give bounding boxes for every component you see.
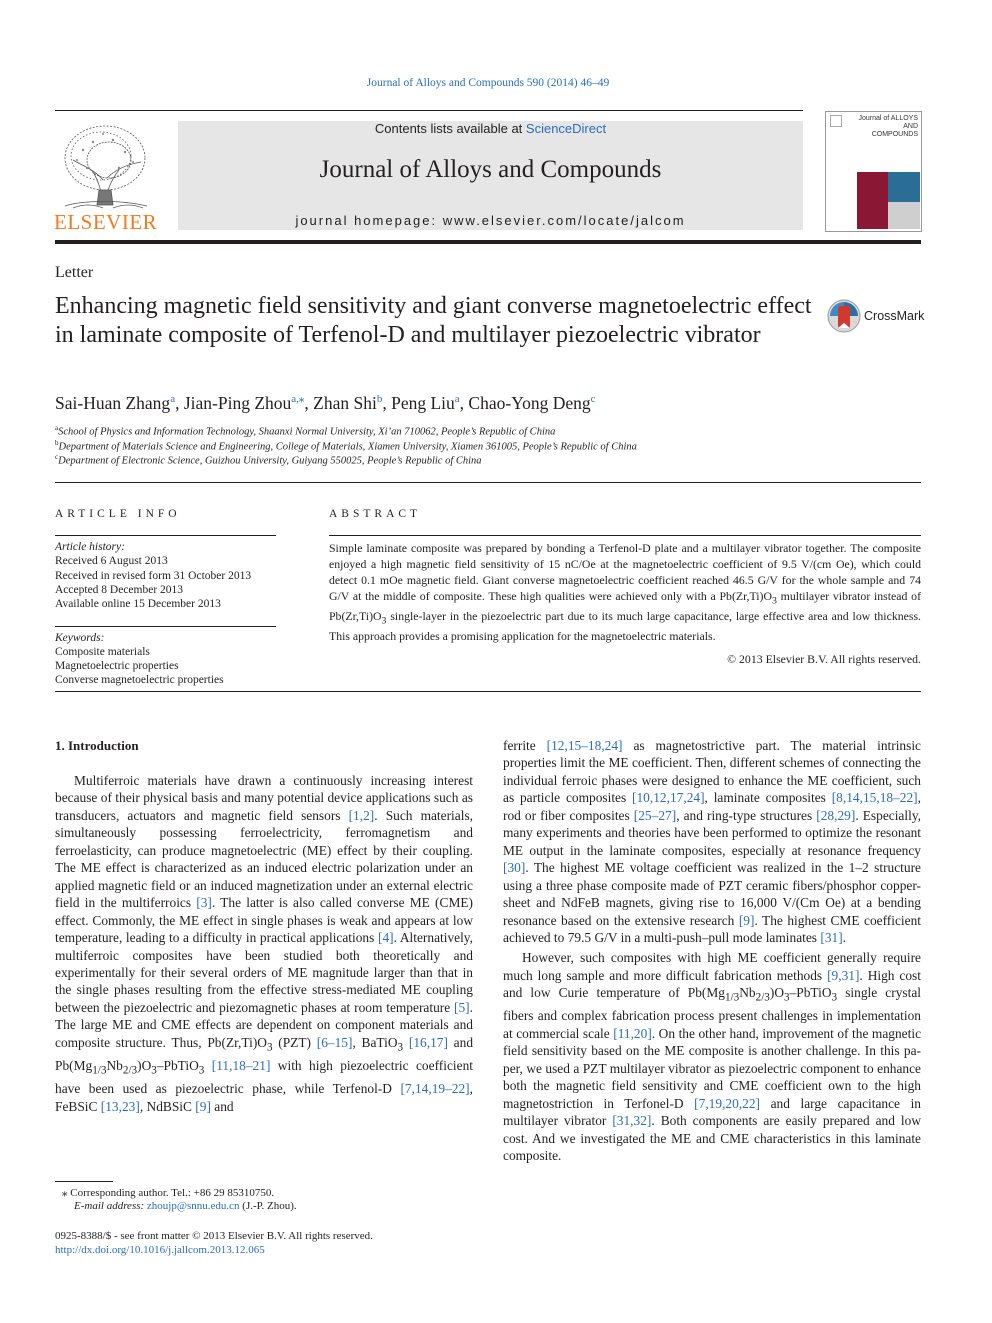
keywords-label: Keywords: — [55, 632, 105, 644]
text-run: –PbTiO — [156, 1057, 199, 1073]
keyword: Converse magnetoelectric properties — [55, 674, 224, 686]
affiliation-b — [55, 439, 637, 453]
text-run: . Alternatively, multiferroic composites have been studied both theoretically and experimentally for their several orders of ME magnitude larger than that in the single phases resulting from the effective stress-mediated ME coupling between the piezoelectric and piezomagnetic phases at room temperature — [55, 930, 473, 1015]
author-name[interactable]: Chao-Yong Deng — [468, 392, 591, 413]
article-title: Enhancing magnetic field sensitivity and giant converse magnetoelectric effect in laminate composite of Terfenol-D and multilayer piezoelectric vibrator — [55, 293, 812, 348]
text-run — [204, 1058, 211, 1073]
citation-link[interactable]: [16,17] — [408, 1034, 448, 1050]
affiliation-c — [55, 453, 482, 467]
author-name[interactable]: Zhan Shi — [313, 392, 377, 413]
section-heading-introduction: 1. Introduction — [55, 738, 139, 753]
cover-gray-block — [888, 202, 920, 229]
history-item: Received 6 August 2013 — [55, 555, 168, 567]
author-affiliation-mark[interactable]: c — [590, 393, 596, 405]
text-run: . The highest CME coefficient achieved to 79.5 G/V in a multi-push–pull mode laminates — [503, 912, 921, 945]
subscript: 1/3 — [724, 992, 740, 1005]
text-run: , rod or fiber composites — [503, 790, 921, 823]
affiliation-key: a — [55, 424, 59, 432]
contents-prefix: Contents lists available at — [374, 121, 526, 136]
text-run: , and ring-type structures — [676, 807, 817, 823]
journal-cover-thumbnail[interactable] — [825, 111, 922, 232]
author-affiliation-mark[interactable]: a,⁎ — [291, 393, 305, 405]
text-run: . Both components are easily prepared and low cost. And we investigated the ME and CME characteristics in this laminate composite. — [503, 1113, 921, 1164]
abstract-part: single-layer in the piezoelectric part due to its much large capacitance, large effective area and low thickness. This approach provides a promising application for the magnetoelectric materials. — [329, 608, 921, 644]
citation-link[interactable]: [31,32] — [612, 1113, 652, 1129]
email-label: E-mail address: — [74, 1200, 147, 1212]
article-info-heading: ARTICLE INFO — [55, 508, 181, 520]
text-run: ferrite — [503, 738, 547, 753]
footnote-rule — [55, 1181, 113, 1182]
author-affiliation-mark[interactable]: a — [170, 393, 176, 405]
elsevier-wordmark: ELSEVIER — [54, 210, 158, 234]
citation-link[interactable]: [9] — [195, 1098, 211, 1114]
subscript: 3 — [151, 1064, 157, 1077]
abstract-rule — [329, 535, 921, 536]
text-run: . The highest ME voltage coefficient was realized in the 1–2 structure using a three phase composite made of PZT ceramic fibers/phosphor copper-sheet and NdFeB magnets, giving rise to 16,000 V/(Cm Oe) at a bending resonance based on the extensive research — [503, 860, 921, 928]
footnote-mark: ⁎ — [62, 1187, 68, 1199]
subscript: 3 — [831, 992, 838, 1005]
author-affiliation-mark[interactable]: b — [376, 393, 383, 405]
citation-link[interactable]: [31] — [820, 929, 843, 945]
text-run: . The latter is also called converse ME (CME) effect. Commonly, the ME effect in single phases is weak and appears at low temperature, leading to a difficulty in practical applications — [55, 895, 473, 946]
history-item: Available online 15 December 2013 — [55, 598, 221, 610]
journal-homepage — [178, 213, 803, 228]
issn-line: 0925-8388/$ - see front matter © 2013 Elsevier B.V. All rights reserved. — [55, 1230, 373, 1242]
text-run: single crystal fibers and complex fabrication process present challenges in implementation at commercial scale — [503, 985, 921, 1041]
subscript: 2/3 — [122, 1064, 138, 1077]
citation-link[interactable]: [9] — [738, 912, 755, 928]
history-item: Received in revised form 31 October 2013 — [55, 570, 252, 582]
text-run: Nb — [739, 985, 756, 1001]
text-run: . The large ME and CME effects are dependent on component materials and composite structure. Thus, Pb(Zr,Ti)O — [55, 999, 473, 1050]
text-run: However, such composites with high ME coefficient generally require much long sample and more difficult fabrication methods — [503, 950, 921, 983]
history-label: Article history: — [55, 541, 125, 553]
text-run: . — [842, 929, 847, 945]
abstract-text: Simple laminate composite was prepared by bonding a Terfenol-D plate and a multilayer vibrator together. The composite enjoyed a high magnetic field sensitivity of 15 nC/Oe at the magnetoelectric coefficient of 9.5 V/(cm Oe), which could detect 0.1 mOe magnetic field. Giant converse magnetoelectric coefficient reached 46.5 G/V for the whole sample and 74 G/V at the middle of composite. These high qualities were achieved only with a $Pb(Zr,Ti)O_3$ multilayer vibrator instead of $Pb(Zr,Ti)O_3$ single-layer in the piezoelectric part due to its much large capacitance, large effective area and low thickness. This approach provides a promising application for the magnetoelectric materials. — [329, 541, 921, 644]
intro-paragraph-1 — [55, 772, 473, 1115]
text-run: , FeBSiC — [55, 1081, 473, 1114]
citation-link[interactable]: [7,19,20,22] — [694, 1095, 761, 1111]
text-run: )O — [769, 985, 785, 1001]
text-run: )O — [137, 1057, 152, 1073]
author-name[interactable]: Jian-Ping Zhou — [183, 392, 292, 413]
abstract-copyright: © 2013 Elsevier B.V. All rights reserved. — [727, 652, 921, 666]
article-info-rule — [55, 535, 276, 536]
author-list: Sai-Huan Zhang$^a$, Jian-Ping Zhou$^{a,⁎}$, Zhan Shi$^b$, Peng Liu$^a$, Chao-Yong Deng$^c$ — [55, 392, 596, 413]
email-suffix: (J.-P. Zhou). — [239, 1200, 297, 1212]
abstract-part: multilayer vibrator instead of Pb(Zr,Ti)O — [329, 588, 921, 623]
crossmark-label[interactable]: CrossMark — [864, 309, 925, 323]
body-column-left — [55, 772, 473, 1115]
doi-link[interactable]: http://dx.doi.org/10.1016/j.jallcom.2013.12.065 — [55, 1244, 265, 1256]
homepage-prefix: journal homepage: — [295, 213, 443, 228]
subscript: 1/3 — [92, 1064, 107, 1077]
cover-blue-block — [888, 172, 920, 202]
keyword: Magnetoelectric properties — [55, 660, 179, 672]
cover-title: Journal of ALLOYS AND COMPOUNDS — [858, 115, 918, 138]
subscript: 3 — [784, 992, 790, 1005]
citation-link[interactable]: [28,29] — [816, 807, 856, 823]
title-block-rule — [55, 482, 921, 483]
citation-link[interactable]: [4] — [377, 930, 394, 946]
email-link[interactable]: zhoujp@snnu.edu.cn — [146, 1200, 240, 1212]
text-run: . Especially, many experiments and theories have been performed to optimize the resonant ME output in the laminate composites, especially at resonance frequency — [503, 807, 921, 858]
text-run: –PbTiO — [789, 985, 832, 1001]
corresponding-author-footnote — [62, 1186, 274, 1199]
intro-paragraph-3 — [503, 949, 921, 1164]
journal-reference[interactable]: Journal of Alloys and Compounds 590 (2014) 46–49 — [366, 77, 610, 89]
citation-link[interactable]: [11,20] — [613, 1025, 652, 1041]
author-name[interactable]: Peng Liu — [391, 392, 455, 413]
keyword: Composite materials — [55, 646, 150, 658]
affiliation-key: c — [55, 453, 59, 461]
citation-link[interactable]: [9,31] — [827, 967, 860, 983]
citation-link[interactable]: [5] — [454, 999, 470, 1015]
footnote-text: Corresponding author. Tel.: +86 29 85310750. — [70, 1187, 275, 1199]
header-top-rule — [55, 110, 803, 111]
history-item: Accepted 8 December 2013 — [55, 584, 184, 596]
subscript: 3 — [266, 1041, 273, 1054]
text-run: as magnetostrictive part. The material intrinsic properties limit the ME coefficient. Then, different schemes of connecting the individual ferroic phases were designed to enhance the ME coefficient, such as particle composites — [503, 738, 921, 806]
citation-link[interactable]: [10,12,17,24] — [632, 790, 705, 806]
homepage-url[interactable]: www.elsevier.com/locate/jalcom — [442, 213, 686, 228]
citation-link[interactable]: [30] — [503, 860, 526, 876]
text-run: Nb — [106, 1057, 123, 1073]
citation-link[interactable]: [6–15] — [316, 1034, 353, 1050]
text-run: . Such materials, simultaneously possessing ferroelectricity, ferromagnetism and ferroelasticity, can produce magnetoelectric (ME) effect by their coupling. The ME effect is characterized as an induced electric polarization under an applied magnetic field or an induced magnetization under an external electric field in the multiferroics — [55, 807, 474, 911]
affiliation-text: School of Physics and Information Technology, Shaanxi Normal University, Xi’an 710062, People’s Republic of China — [58, 426, 556, 438]
subscript: 3 — [198, 1064, 205, 1077]
author-affiliation-mark[interactable]: a — [454, 393, 460, 405]
email-footnote — [74, 1200, 297, 1212]
text-run: and Pb(Mg — [55, 1034, 474, 1073]
author-name[interactable]: Sai-Huan Zhang — [55, 392, 171, 413]
citation-link[interactable]: [3] — [196, 895, 212, 911]
keywords-rule — [55, 626, 276, 627]
text-run: . On the other hand, improvement of the magnetic field sensitivity based on the ME composite is another challenge. In this paper, we used a PZT multilayer vibrator as piezoelectric component to enhance both the magnetic field sensitivity and CME coefficient own to the high magnetostriction in Terfonel-D — [503, 1025, 922, 1111]
contents-line — [178, 121, 803, 136]
sciencedirect-link[interactable]: ScienceDirect — [525, 121, 607, 136]
cover-red-block — [857, 172, 888, 229]
citation-link[interactable]: [8,14,15,18–22] — [831, 790, 918, 806]
text-run: and large capacitance in multilayer vibrator — [503, 1095, 921, 1129]
affiliation-a — [55, 424, 555, 438]
abstract-heading: ABSTRACT — [329, 508, 422, 520]
text-run: Multiferroic materials have drawn a continuously increasing interest because of their physical basis and many potential device applications such as transducers, actuators and magnetic field sensors — [55, 773, 473, 823]
citation-link[interactable]: [12,15–18,24] — [546, 738, 623, 753]
citation-link[interactable]: [25–27] — [633, 807, 677, 823]
citation-link[interactable]: [11,18–21] — [211, 1057, 271, 1073]
text-run: , BaTiO — [352, 1034, 398, 1050]
cover-publisher-mark — [830, 115, 842, 127]
text-run: . High cost and low Curie temperature of Pb(Mg — [503, 967, 921, 1001]
citation-link[interactable]: [1,2] — [348, 807, 375, 823]
subscript: 2/3 — [755, 992, 770, 1005]
text-run: , laminate composites — [704, 790, 832, 806]
text-run: and — [210, 1098, 234, 1114]
affiliation-key: b — [55, 439, 59, 447]
abstract-part: Simple laminate composite was prepared by bonding a Terfenol-D plate and a multilayer vibrator together. The composite enjoyed a high magnetic field sensitivity of 15 nC/Oe at the magnetoelectric coefficient of 9.5 V/(cm Oe), which could detect 0.1 mOe magnetic field. Giant converse magnetoelectric coefficient reached 46.5 G/V for the whole sample and 74 G/V at the middle of composite. These high qualities were achieved only with a Pb(Zr,Ti)O — [329, 541, 921, 603]
affiliation-text: Department of Materials Science and Engineering, College of Materials, Xiamen University, Xiamen 361005, People’s Republic of China — [58, 441, 637, 453]
text-run: with high piezoelectric coefficient have been used as piezoelectric phase, while Terfenol-D — [55, 1057, 473, 1097]
journal-title: Journal of Alloys and Compounds — [319, 156, 662, 183]
text-run: , NdBSiC — [139, 1098, 196, 1114]
article-type: Letter — [55, 264, 94, 281]
subscript: 3 — [397, 1041, 404, 1054]
header-bottom-rule — [55, 240, 921, 244]
citation-link[interactable]: [13,23] — [100, 1098, 140, 1114]
affiliation-text: Department of Electronic Science, Guizhou University, Guiyang 550025, People’s Republic of China — [58, 455, 482, 467]
body-column-right — [503, 737, 921, 1165]
citation-link[interactable]: [7,14,19–22] — [400, 1081, 470, 1097]
text-run: (PZT) — [272, 1034, 317, 1050]
front-matter-rule — [55, 691, 921, 692]
intro-paragraph-2 — [503, 737, 921, 946]
